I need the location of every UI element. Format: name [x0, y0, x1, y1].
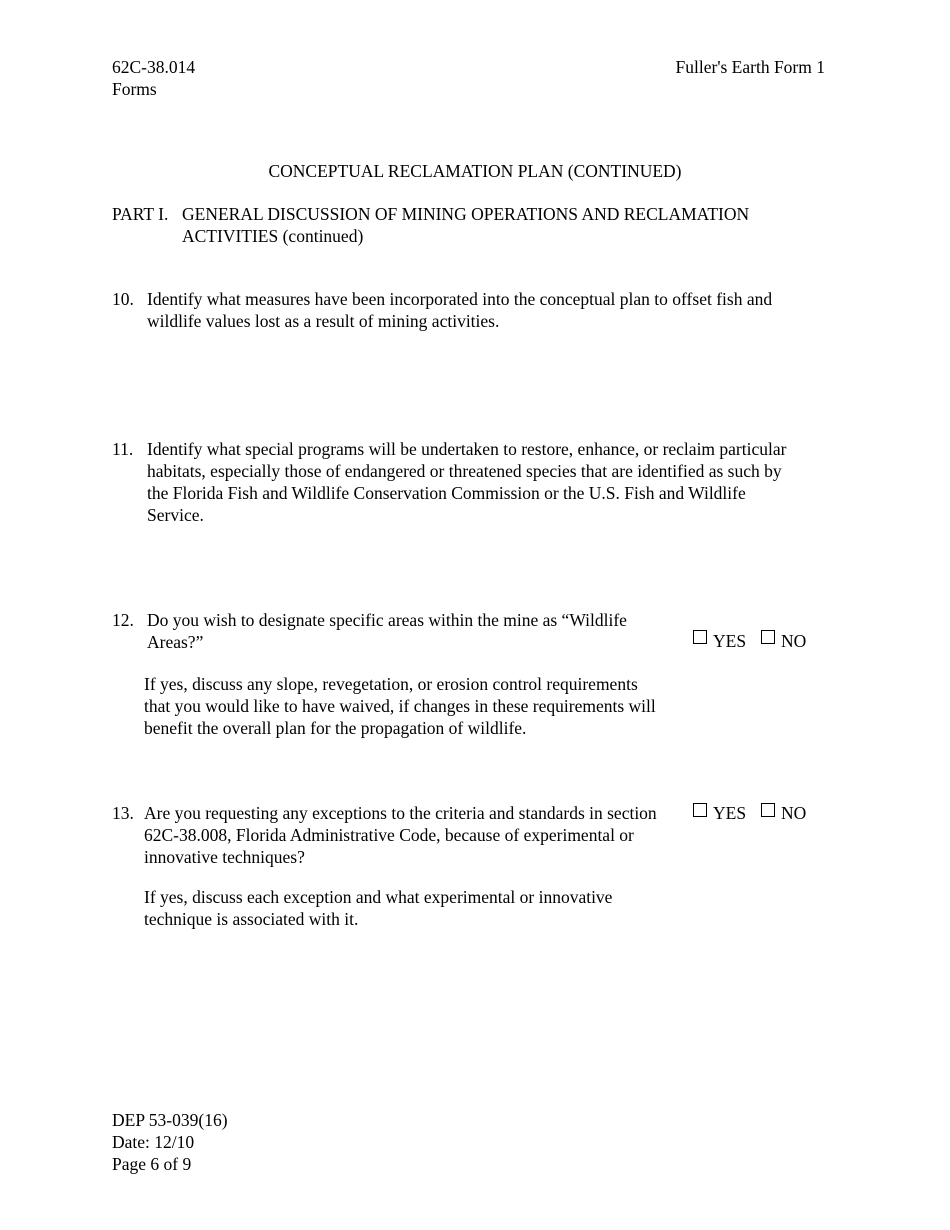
q12-no-checkbox[interactable]: [761, 630, 775, 644]
q12-no-label: NO: [781, 631, 807, 651]
q13-followup: [144, 886, 612, 930]
question-number: 12.: [112, 610, 134, 630]
question-number: 10.: [112, 289, 134, 309]
question-text-line: the Florida Fish and Wildlife Conservation Commission or the U.S. Fish and Wildlife: [147, 483, 746, 503]
q13-yes-checkbox[interactable]: [693, 803, 707, 817]
question-text-line: habitats, especially those of endangered or threatened species that are identified as such by: [147, 461, 782, 481]
question-text-line: Service.: [147, 505, 204, 525]
header-rule: [112, 56, 195, 100]
q12-yes-checkbox[interactable]: [693, 630, 707, 644]
part-heading-line: ACTIVITIES (continued): [182, 226, 364, 246]
question-text-line: Are you requesting any exceptions to the criteria and standards in section: [144, 803, 657, 823]
form-title: Fuller's Earth Form 1: [675, 57, 825, 77]
question-text-line: Identify what measures have been incorporated into the conceptual plan to offset fish and: [147, 289, 773, 309]
question-text-line: Do you wish to designate specific areas within the mine as “Wildlife: [147, 610, 627, 630]
rule-number: 62C-38.014: [112, 57, 196, 77]
followup-text-line: If yes, discuss any slope, revegetation, or erosion control requirements: [144, 674, 638, 694]
part-heading-line: GENERAL DISCUSSION OF MINING OPERATIONS AND RECLAMATION: [182, 204, 750, 224]
page-title: CONCEPTUAL RECLAMATION PLAN (CONTINUED): [268, 161, 682, 181]
question-text-line: innovative techniques?: [144, 847, 305, 867]
followup-text-line: benefit the overall plan for the propagation of wildlife.: [144, 718, 527, 738]
q13-yes-label: YES: [713, 803, 747, 823]
followup-text-line: If yes, discuss each exception and what experimental or innovative: [144, 887, 613, 907]
question-number: 13.: [112, 803, 134, 823]
question-number: 11.: [112, 439, 134, 459]
followup-text-line: that you would like to have waived, if changes in these requirements will: [144, 696, 656, 716]
question-text-line: 62C-38.008, Florida Administrative Code, because of experimental or: [144, 825, 634, 845]
page-number: Page 6 of 9: [112, 1154, 192, 1174]
followup-text-line: technique is associated with it.: [144, 909, 359, 929]
question-text-line: wildlife values lost as a result of mining activities.: [147, 311, 500, 331]
form-date: Date: 12/10: [112, 1132, 195, 1152]
q12-followup: [144, 673, 656, 739]
q13-no-label: NO: [781, 803, 807, 823]
question-text-line: Identify what special programs will be undertaken to restore, enhance, or reclaim particular: [147, 439, 787, 459]
form-number: DEP 53-039(16): [112, 1110, 228, 1130]
footer: [112, 1109, 228, 1175]
q12-yes-label: YES: [713, 631, 747, 651]
part-label: PART I.: [112, 204, 169, 224]
question-text-line: Areas?”: [147, 632, 204, 652]
rule-label: Forms: [112, 79, 157, 99]
q13-no-checkbox[interactable]: [761, 803, 775, 817]
